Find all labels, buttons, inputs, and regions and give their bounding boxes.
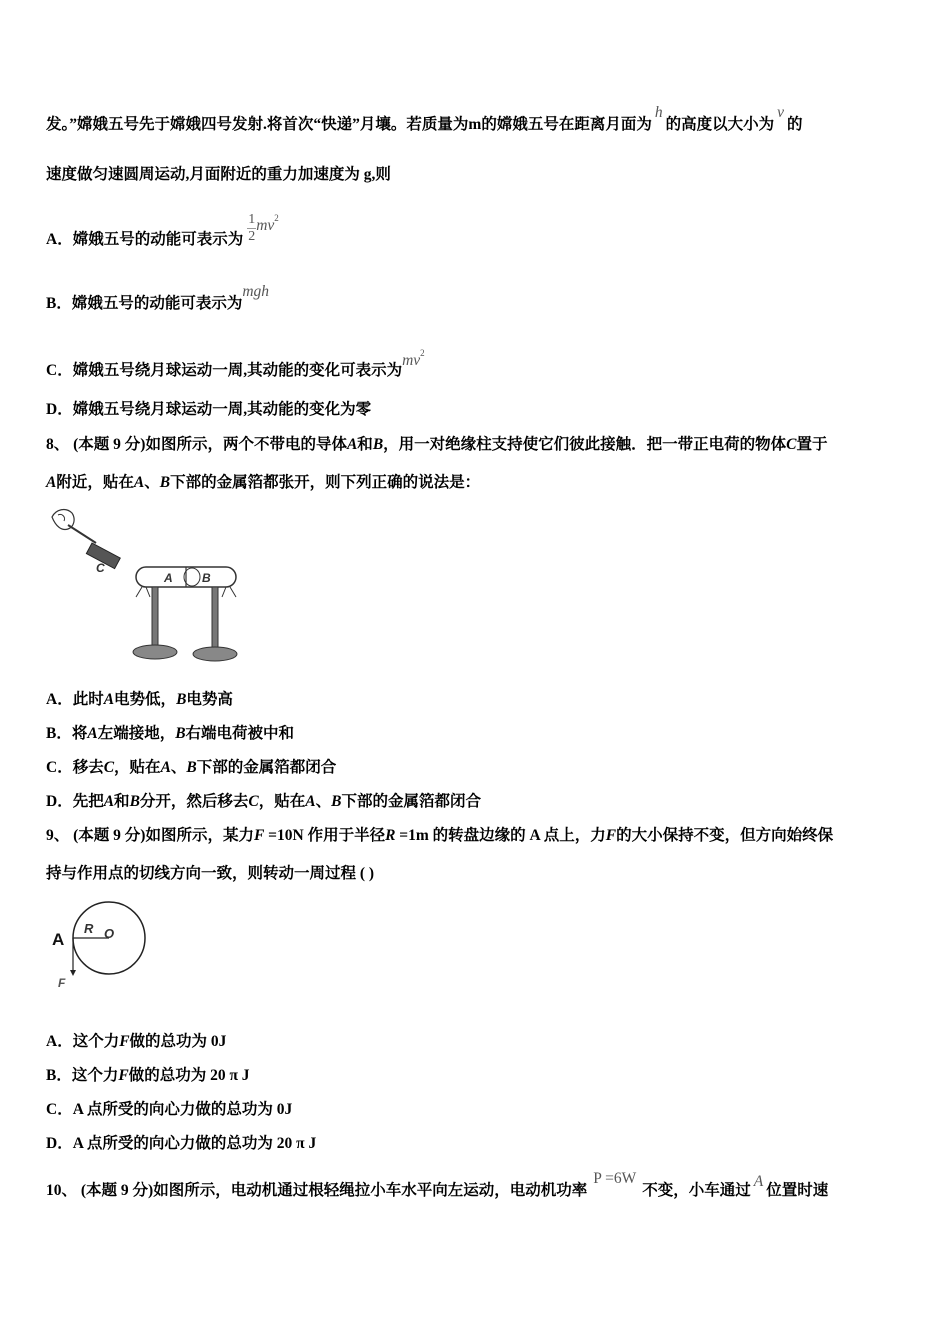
- label-b: B: [202, 571, 211, 585]
- q9-option-d: D．A 点所受的向心力做的总功为 20 π J: [46, 1135, 317, 1152]
- label-f: F: [58, 976, 66, 990]
- turntable-figure: [46, 900, 156, 1000]
- q9-option-b: B．这个力F做的总功为 20 π J: [46, 1067, 250, 1084]
- v-symbol: v: [777, 104, 784, 121]
- label-r: R: [84, 921, 94, 936]
- q8-option-a: A．此时A电势低，B电势高: [46, 691, 233, 708]
- q8-option-d: D．先把A和B分开，然后移去C，贴在A、B下部的金属箔都闭合: [46, 793, 481, 810]
- q10-stem-line1: 10、 (本题 9 分)如图所示，电动机通过根轻绳拉小车水平向左运动，电动机功率P =6W不变，小车通过A位置时速: [46, 1170, 829, 1199]
- q9-stem-line1: 9、 (本题 9 分)如图所示，某力F =10N 作用于半径R =1m 的转盘边缘的 A 点上，力F的大小保持不变，但方向始终保: [46, 827, 834, 844]
- q8-option-b: B．将A左端接地，B右端电荷被中和: [46, 725, 295, 742]
- q9-stem-line2: 持与作用点的切线方向一致，则转动一周过程 ( ): [46, 865, 375, 882]
- label-c: C: [96, 561, 105, 575]
- q7-option-c: C．嫦娥五号绕月球运动一周,其动能的变化可表示为$mv^2$: [46, 348, 425, 379]
- q7-option-d: D．嫦娥五号绕月球运动一周,其动能的变化为零: [46, 401, 372, 418]
- q8-option-c: C．移去C，贴在A、B下部的金属箔都闭合: [46, 759, 337, 776]
- q8-stem-line1: 8、 (本题 9 分)如图所示，两个不带电的导体A和B，用一对绝缘柱支持使它们彼此接触．把一带正电荷的物体C置于: [46, 436, 828, 453]
- power-formula: P =6W: [593, 1170, 637, 1187]
- conductor-figure: [44, 505, 244, 665]
- q9-option-c: C．A 点所受的向心力做的总功为 0J: [46, 1101, 293, 1118]
- q7-option-b: B．嫦娥五号的动能可表示为mgh: [46, 283, 270, 312]
- conductor-pair: [136, 567, 236, 587]
- q8-stem-line2: A附近，贴在A、B下部的金属箔都张开，则下列正确的说法是：: [46, 474, 481, 491]
- fraction-half: $\frac{1}{2}$: [248, 211, 256, 244]
- h-symbol: h: [654, 104, 663, 121]
- q7-option-a: A．嫦娥五号的动能可表示为 $\frac{1}{2}$ $mv^2$: [46, 211, 279, 248]
- label-o: O: [104, 926, 115, 941]
- q9-option-a: A．这个力F做的总功为 0J: [46, 1033, 227, 1050]
- q7-stem-line2: 速度做匀速圆周运动,月面附近的重力加速度为 g,则: [46, 166, 391, 183]
- label-a: A: [164, 571, 173, 585]
- label-a: A: [52, 930, 65, 949]
- charged-rod-c: [68, 525, 120, 569]
- q7-stem-line1: 发。”嫦娥五号先于嫦娥四号发射.将首次“快递”月壤。若质量为m的嫦娥五号在距离月面为h的高度以大小为v的: [46, 104, 803, 133]
- svg-text:+ + +: + + +: [102, 544, 119, 551]
